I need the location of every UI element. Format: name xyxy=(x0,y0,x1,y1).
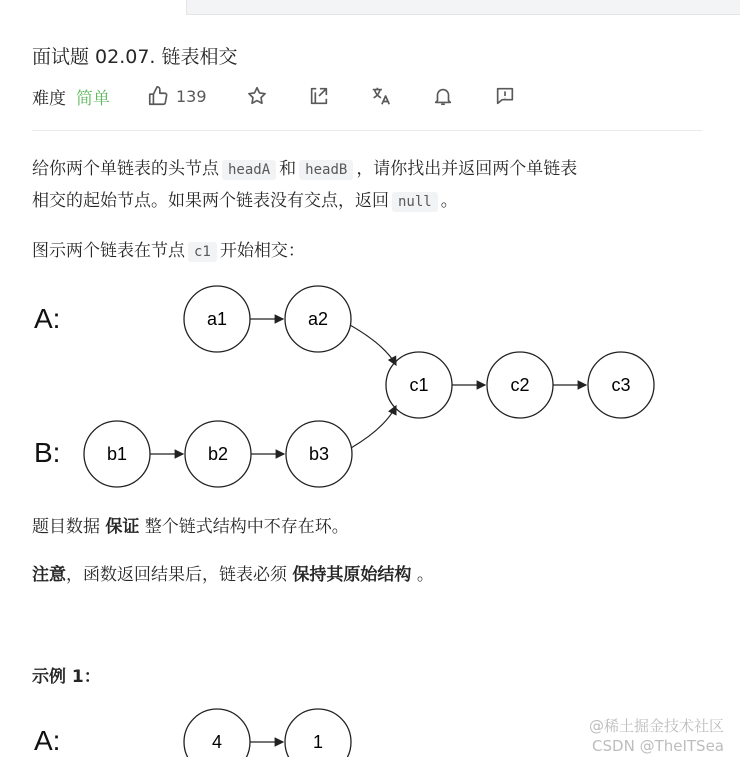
list-a-label: A: xyxy=(34,303,61,334)
bell-icon[interactable] xyxy=(431,84,455,108)
node-label: 1 xyxy=(312,732,324,752)
node-label: b2 xyxy=(207,444,229,464)
difficulty-badge: 简单 xyxy=(76,88,110,109)
translate-icon[interactable] xyxy=(369,84,393,108)
code-headA: headA xyxy=(222,160,276,180)
feedback-icon[interactable] xyxy=(493,84,517,108)
example-list-a-label: A: xyxy=(34,725,61,756)
desc-bold: 保持其原始结构 xyxy=(292,565,412,585)
node-b3 xyxy=(286,421,352,487)
problem-title: 面试题 02.07. 链表相交 xyxy=(32,46,238,68)
node-label: a2 xyxy=(307,309,329,329)
watermark-line-2: CSDN @TheITSea xyxy=(592,737,724,755)
desc-text: 题目数据 xyxy=(32,517,100,537)
star-icon[interactable] xyxy=(245,84,269,108)
code-c1: c1 xyxy=(188,242,217,262)
node-label: b1 xyxy=(106,444,128,464)
top-bar xyxy=(0,0,740,16)
share-icon[interactable] xyxy=(307,84,331,108)
edge-b3-c1 xyxy=(351,406,396,448)
watermark xyxy=(589,716,724,756)
edge-a2-c1 xyxy=(350,325,396,365)
desc-text: 开始相交： xyxy=(219,241,305,261)
node-label: c1 xyxy=(409,375,429,395)
desc-bold: 保证 xyxy=(105,517,140,537)
node-b2 xyxy=(185,421,251,487)
header-divider xyxy=(32,130,702,131)
node-b1 xyxy=(84,421,150,487)
desc-text: 。 xyxy=(416,565,434,585)
desc-text: 和 xyxy=(279,159,297,179)
difficulty-label: 难度 xyxy=(32,88,66,109)
node-label: a1 xyxy=(206,309,228,329)
description-paragraph-2 xyxy=(32,236,712,268)
node-c2 xyxy=(487,352,553,418)
desc-text: 整个链式结构中不存在环。 xyxy=(144,517,349,537)
node-a1 xyxy=(184,286,250,352)
watermark-line-1: @稀土掘金技术社区 xyxy=(588,717,724,735)
thumbs-up-icon xyxy=(146,84,170,108)
desc-text: 给你两个单链表的头节点 xyxy=(32,159,219,179)
description-paragraph-4 xyxy=(32,560,712,591)
node-label: 4 xyxy=(211,732,223,752)
desc-text: 图示两个链表在节点 xyxy=(32,241,185,261)
description-paragraph-3 xyxy=(32,512,712,543)
linked-list-diagram xyxy=(0,270,740,500)
node-c3 xyxy=(588,352,654,418)
node-a2 xyxy=(285,286,351,352)
node-c1 xyxy=(386,352,452,418)
desc-text: 。 xyxy=(440,191,458,211)
list-b-label: B: xyxy=(34,437,61,468)
top-tab-strip[interactable] xyxy=(186,0,740,15)
node-label: c2 xyxy=(510,375,530,395)
node-label: b3 xyxy=(308,444,330,464)
description-paragraph-1 xyxy=(32,154,712,218)
example-node-1 xyxy=(285,709,351,757)
like-button[interactable] xyxy=(146,84,207,108)
code-headB: headB xyxy=(299,160,353,180)
example-1-title: 示例 1： xyxy=(32,667,101,687)
desc-text: 相交的起始节点。如果两个链表没有交点，返回 xyxy=(32,191,389,211)
node-label: c3 xyxy=(611,375,631,395)
desc-text: ，函数返回结果后，链表必须 xyxy=(66,565,287,585)
problem-meta-bar xyxy=(32,82,555,110)
like-count: 139 xyxy=(176,86,207,106)
desc-bold: 注意 xyxy=(32,565,66,585)
example-node-4 xyxy=(184,709,250,757)
code-null: null xyxy=(392,192,438,212)
desc-text: ，请你找出并返回两个单链表 xyxy=(356,159,578,179)
